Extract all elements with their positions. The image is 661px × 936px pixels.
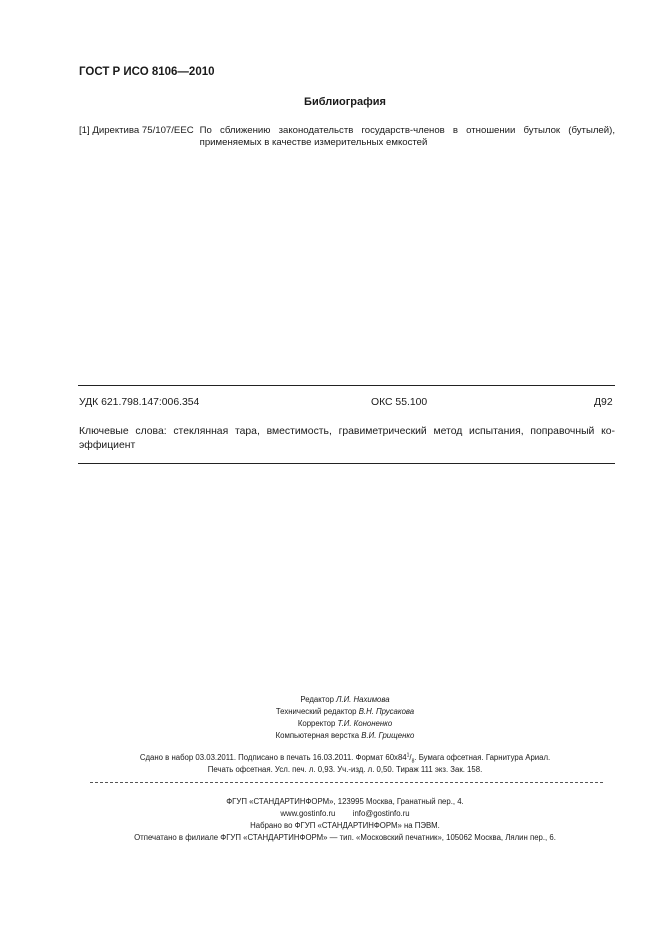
credit-name: Т.И. Кононенко — [337, 719, 393, 728]
category-code: Д92 — [594, 397, 613, 408]
entry-reference: [1] Директива 75/107/ЕЕС — [79, 125, 194, 136]
imprint-line-1: Сдано в набор 03.03.2011. Подписано в печать 16.03.2011. Формат $60x84^1/_8$. Бумага офсетная. Гарнитура Ариал. — [139, 752, 551, 765]
udk-code: УДК 621.798.147:006.354 — [79, 397, 200, 408]
credit-editor — [0, 694, 661, 706]
imprint-text: . Бумага офсетная. Гарнитура Ариал. — [414, 753, 551, 762]
printed-note: Отпечатано в филиале ФГУП «СТАНДАРТИНФОРМ» — тип. «Московский печатник», 105062 Москва, Лялин пер., 6. — [134, 833, 556, 842]
format-sup: 1 — [406, 752, 410, 759]
credit-name: Л.И. Нахимова — [336, 695, 390, 704]
credit-role: Корректор — [297, 719, 336, 728]
credit-role: Технический редактор — [275, 707, 357, 716]
typeset-note: Набрано во ФГУП «СТАНДАРТИНФОРМ» на ПЭВМ. — [250, 821, 440, 830]
oks-code: ОКС 55.100 — [371, 397, 428, 408]
standard-number: ГОСТ Р ИСО 8106—2010 — [79, 66, 215, 78]
credit-tech-editor — [0, 706, 661, 718]
credit-corrector — [0, 718, 661, 730]
imprint-text: Сдано в набор 03.03.2011. Подписано в печать 16.03.2011. Формат 60x84 — [139, 753, 407, 762]
dashed-divider — [90, 782, 603, 783]
format-sub: 8 — [411, 758, 415, 765]
credit-layout — [0, 730, 661, 742]
divider-bottom — [78, 463, 615, 464]
publisher-contacts — [0, 808, 661, 821]
credit-role: Компьютерная верстка — [275, 731, 360, 740]
entry-text: По сближению законодательств государств-членов в отношении бутылок (бутылей), применяемых в качестве измерительных емкостей — [199, 125, 615, 148]
credit-role: Редактор — [300, 695, 334, 704]
credit-name: В.И. Грищенко — [361, 731, 415, 740]
publisher-address: ФГУП «СТАНДАРТИНФОРМ», 123995 Москва, Гранатный пер., 4. — [226, 797, 464, 806]
credit-name: В.Н. Прусакова — [358, 707, 415, 716]
keywords: Ключевые слова: стеклянная тара, вместимость, гравиметрический метод испытания, поправочный ко-эффициент — [79, 426, 615, 451]
publisher-email[interactable]: info@gostinfo.ru — [352, 809, 410, 818]
publisher-website[interactable]: www.gostinfo.ru — [280, 809, 336, 818]
bibliography-entry — [79, 125, 615, 148]
bibliography-title: Библиография — [304, 96, 386, 108]
imprint-line-2: Печать офсетная. Усл. печ. л. 0,93. Уч.-изд. л. 0,50. Тираж 111 экз. Зак. 158. — [207, 765, 483, 774]
divider-top — [78, 385, 615, 386]
